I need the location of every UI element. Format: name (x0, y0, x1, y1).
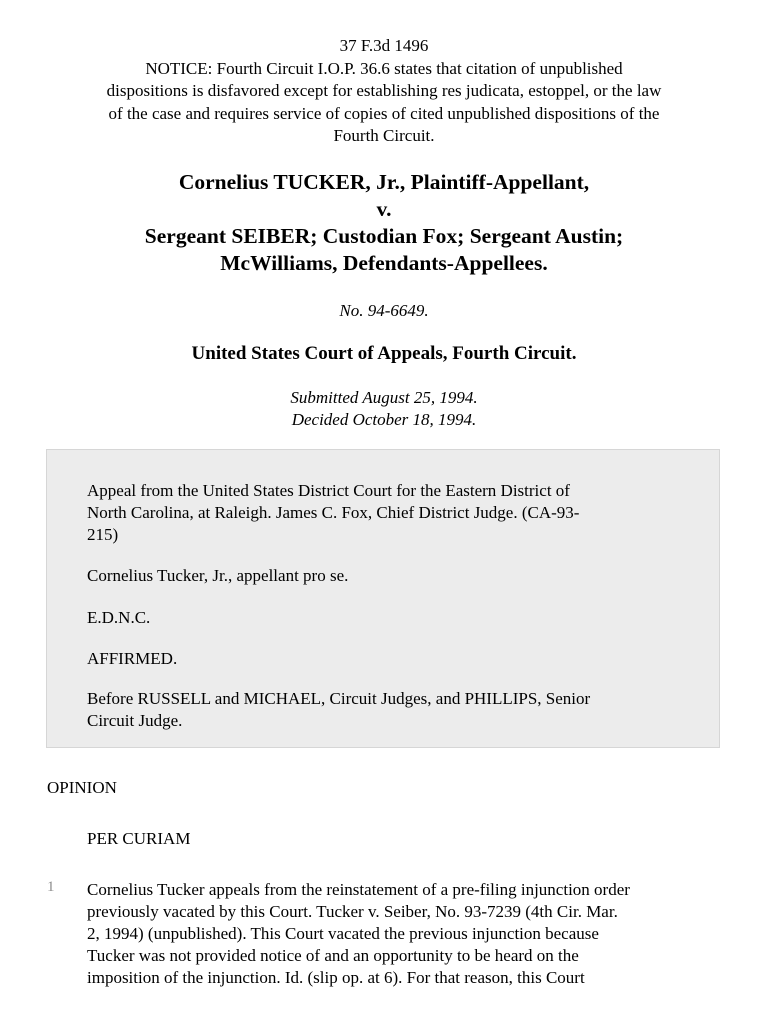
panel-line: Circuit Judge. (87, 711, 183, 730)
opinion-paragraph (87, 879, 727, 989)
disposition: AFFIRMED. (87, 649, 178, 668)
paragraph-line: previously vacated by this Court. Tucker v. Seiber, No. 93-7239 (4th Cir. Mar. (87, 902, 618, 921)
paragraph-line: imposition of the injunction. Id. (slip op. at 6). For that reason, this Court (87, 968, 585, 987)
counsel: Cornelius Tucker, Jr., appellant pro se. (87, 566, 349, 585)
decided-date: Decided October 18, 1994. (291, 410, 477, 429)
notice-line: dispositions is disfavored except for establishing res judicata, estoppel, or the law (106, 81, 662, 100)
panel (87, 688, 687, 732)
opinion-author: PER CURIAM (87, 829, 191, 848)
panel-line: Before RUSSELL and MICHAEL, Circuit Judges, and PHILLIPS, Senior (87, 689, 591, 708)
caption-versus: v. (376, 197, 392, 221)
citation: 37 F.3d 1496 (339, 36, 429, 55)
caption-appellant: Cornelius TUCKER, Jr., Plaintiff-Appellant, (178, 170, 590, 194)
appeal-line: Appeal from the United States District Court for the Eastern District of (87, 481, 570, 500)
notice-line: of the case and requires service of copies of cited unpublished dispositions of the (108, 103, 660, 123)
paragraph-line: Cornelius Tucker appeals from the reinstatement of a pre-filing injunction order (87, 880, 630, 899)
document-header (40, 35, 728, 148)
district-code: E.D.N.C. (87, 608, 151, 627)
case-summary-box (46, 449, 720, 748)
appeal-line: 215) (87, 525, 119, 544)
court-name: United States Court of Appeals, Fourth Circuit. (191, 343, 577, 364)
case-caption (40, 169, 728, 277)
docket-number: No. 94-6649. (339, 301, 429, 320)
caption-appellees: Sergeant SEIBER; Custodian Fox; Sergeant Austin; (144, 224, 624, 248)
opinion-heading: OPINION (47, 778, 117, 797)
paragraph-line: 2, 1994) (unpublished). This Court vacated the previous injunction because (87, 924, 599, 943)
caption-appellees-cont: McWilliams, Defendants-Appellees. (220, 251, 548, 275)
case-dates (40, 387, 728, 431)
notice-line: NOTICE: Fourth Circuit I.O.P. 36.6 states that citation of unpublished (145, 58, 623, 78)
appeal-info (87, 480, 687, 546)
submitted-date: Submitted August 25, 1994. (290, 388, 478, 407)
notice-line: Fourth Circuit. (333, 126, 435, 145)
appeal-line: North Carolina, at Raleigh. James C. Fox, Chief District Judge. (CA-93- (87, 503, 580, 522)
paragraph-line: Tucker was not provided notice of and an opportunity to be heard on the (87, 946, 579, 965)
paragraph-number: 1 (47, 879, 55, 895)
